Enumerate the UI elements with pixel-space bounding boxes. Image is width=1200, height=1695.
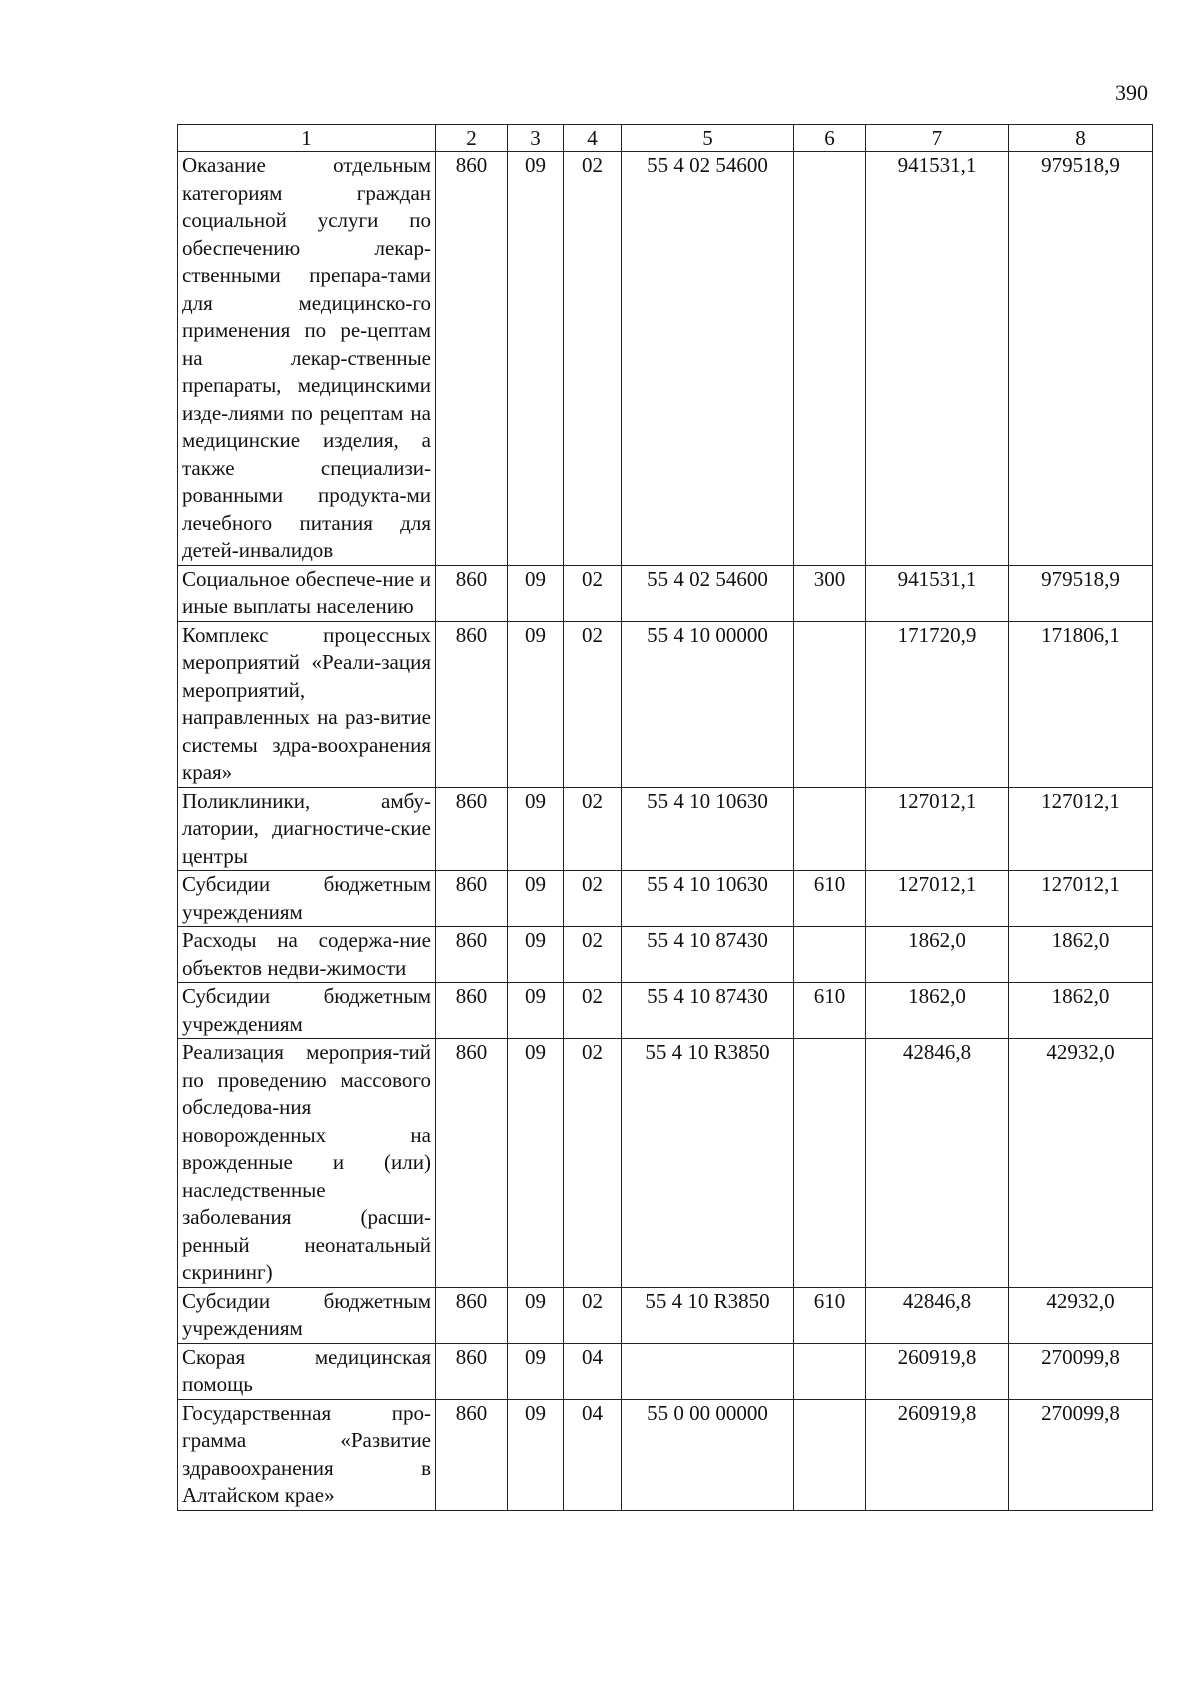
cell-amount-col8: 270099,8 <box>1009 1343 1153 1399</box>
cell-target-item: 55 4 10 00000 <box>622 621 794 787</box>
cell-subsection: 02 <box>564 927 622 983</box>
cell-name: Государственная про-грамма «Развитие здравоохранения в Алтайском крае» <box>178 1399 436 1510</box>
cell-name: Расходы на содержа-ние объектов недви-жимости <box>178 927 436 983</box>
cell-expense-type: 610 <box>794 871 866 927</box>
cell-amount-col8: 979518,9 <box>1009 152 1153 566</box>
cell-amount-col7: 260919,8 <box>866 1399 1009 1510</box>
cell-admin-code: 860 <box>436 1039 508 1288</box>
cell-admin-code: 860 <box>436 621 508 787</box>
cell-expense-type <box>794 1039 866 1288</box>
cell-name: Поликлиники, амбу-латории, диагностиче-ские центры <box>178 787 436 871</box>
table-row <box>178 983 1153 1039</box>
cell-section: 09 <box>508 1287 564 1343</box>
page-number: 390 <box>1115 80 1148 105</box>
cell-admin-code: 860 <box>436 871 508 927</box>
cell-admin-code: 860 <box>436 927 508 983</box>
cell-amount-col7: 1862,0 <box>866 983 1009 1039</box>
budget-table <box>177 124 1153 1511</box>
cell-target-item: 55 4 02 54600 <box>622 152 794 566</box>
cell-subsection: 02 <box>564 565 622 621</box>
cell-target-item: 55 4 10 R3850 <box>622 1287 794 1343</box>
cell-target-item: 55 4 10 87430 <box>622 983 794 1039</box>
cell-subsection: 02 <box>564 152 622 566</box>
cell-subsection: 02 <box>564 787 622 871</box>
cell-expense-type: 300 <box>794 565 866 621</box>
table-row <box>178 1343 1153 1399</box>
cell-subsection: 02 <box>564 983 622 1039</box>
cell-subsection: 02 <box>564 621 622 787</box>
cell-expense-type <box>794 152 866 566</box>
cell-admin-code: 860 <box>436 152 508 566</box>
cell-subsection: 02 <box>564 1287 622 1343</box>
cell-amount-col8: 42932,0 <box>1009 1287 1153 1343</box>
cell-target-item <box>622 1343 794 1399</box>
header-col-6: 6 <box>794 125 866 152</box>
cell-name: Социальное обеспече-ние и иные выплаты населению <box>178 565 436 621</box>
table-row <box>178 621 1153 787</box>
cell-section: 09 <box>508 927 564 983</box>
cell-section: 09 <box>508 1039 564 1288</box>
cell-amount-col7: 171720,9 <box>866 621 1009 787</box>
header-col-1: 1 <box>178 125 436 152</box>
header-col-2: 2 <box>436 125 508 152</box>
cell-amount-col7: 941531,1 <box>866 152 1009 566</box>
cell-amount-col8: 127012,1 <box>1009 787 1153 871</box>
cell-expense-type <box>794 1399 866 1510</box>
cell-subsection: 04 <box>564 1343 622 1399</box>
cell-expense-type <box>794 621 866 787</box>
cell-expense-type <box>794 1343 866 1399</box>
cell-name: Скорая медицинская помощь <box>178 1343 436 1399</box>
header-col-4: 4 <box>564 125 622 152</box>
table-row <box>178 152 1153 566</box>
header-col-7: 7 <box>866 125 1009 152</box>
cell-expense-type <box>794 927 866 983</box>
header-col-8: 8 <box>1009 125 1153 152</box>
cell-expense-type: 610 <box>794 983 866 1039</box>
cell-section: 09 <box>508 1399 564 1510</box>
cell-section: 09 <box>508 983 564 1039</box>
cell-amount-col8: 127012,1 <box>1009 871 1153 927</box>
cell-target-item: 55 4 10 10630 <box>622 871 794 927</box>
cell-amount-col7: 941531,1 <box>866 565 1009 621</box>
table-row <box>178 565 1153 621</box>
table-row <box>178 1287 1153 1343</box>
table-row <box>178 1039 1153 1288</box>
table-row <box>178 787 1153 871</box>
header-row <box>178 125 1153 152</box>
cell-amount-col7: 42846,8 <box>866 1287 1009 1343</box>
cell-subsection: 02 <box>564 1039 622 1288</box>
cell-expense-type: 610 <box>794 1287 866 1343</box>
cell-amount-col8: 42932,0 <box>1009 1039 1153 1288</box>
cell-admin-code: 860 <box>436 983 508 1039</box>
cell-section: 09 <box>508 621 564 787</box>
cell-target-item: 55 0 00 00000 <box>622 1399 794 1510</box>
cell-name: Оказание отдельным категориям граждан социальной услуги по обеспечению лекар-ственными препара-тами для медицинско-го применения по ре-цептам на лекар-ственные препараты, медицинскими изде-лиями по рецептам на медицинские изделия, а также специализи-рованными продукта-ми лечебного питания для детей-инвалидов <box>178 152 436 566</box>
cell-amount-col7: 1862,0 <box>866 927 1009 983</box>
table-row <box>178 871 1153 927</box>
table-body <box>178 152 1153 1511</box>
cell-target-item: 55 4 02 54600 <box>622 565 794 621</box>
cell-name: Субсидии бюджетным учреждениям <box>178 983 436 1039</box>
cell-amount-col8: 1862,0 <box>1009 983 1153 1039</box>
cell-admin-code: 860 <box>436 1399 508 1510</box>
cell-expense-type <box>794 787 866 871</box>
table-row <box>178 927 1153 983</box>
cell-name: Субсидии бюджетным учреждениям <box>178 1287 436 1343</box>
header-col-5: 5 <box>622 125 794 152</box>
cell-amount-col8: 1862,0 <box>1009 927 1153 983</box>
cell-admin-code: 860 <box>436 787 508 871</box>
cell-name: Комплекс процессных мероприятий «Реали-зация мероприятий, направленных на раз-витие системы здра-воохранения края» <box>178 621 436 787</box>
header-col-3: 3 <box>508 125 564 152</box>
cell-admin-code: 860 <box>436 1343 508 1399</box>
cell-name: Субсидии бюджетным учреждениям <box>178 871 436 927</box>
cell-amount-col7: 42846,8 <box>866 1039 1009 1288</box>
cell-section: 09 <box>508 152 564 566</box>
cell-section: 09 <box>508 565 564 621</box>
cell-subsection: 04 <box>564 1399 622 1510</box>
cell-admin-code: 860 <box>436 1287 508 1343</box>
cell-target-item: 55 4 10 R3850 <box>622 1039 794 1288</box>
cell-name: Реализация мероприя-тий по проведению массового обследова-ния новорожденных на врожденные и (или) наследственные заболевания (расши-ренный неонатальный скрининг) <box>178 1039 436 1288</box>
cell-admin-code: 860 <box>436 565 508 621</box>
cell-target-item: 55 4 10 10630 <box>622 787 794 871</box>
cell-amount-col7: 127012,1 <box>866 787 1009 871</box>
cell-section: 09 <box>508 787 564 871</box>
cell-amount-col7: 127012,1 <box>866 871 1009 927</box>
cell-amount-col8: 171806,1 <box>1009 621 1153 787</box>
cell-subsection: 02 <box>564 871 622 927</box>
cell-amount-col7: 260919,8 <box>866 1343 1009 1399</box>
table-row <box>178 1399 1153 1510</box>
cell-amount-col8: 270099,8 <box>1009 1399 1153 1510</box>
cell-section: 09 <box>508 1343 564 1399</box>
cell-section: 09 <box>508 871 564 927</box>
cell-target-item: 55 4 10 87430 <box>622 927 794 983</box>
cell-amount-col8: 979518,9 <box>1009 565 1153 621</box>
